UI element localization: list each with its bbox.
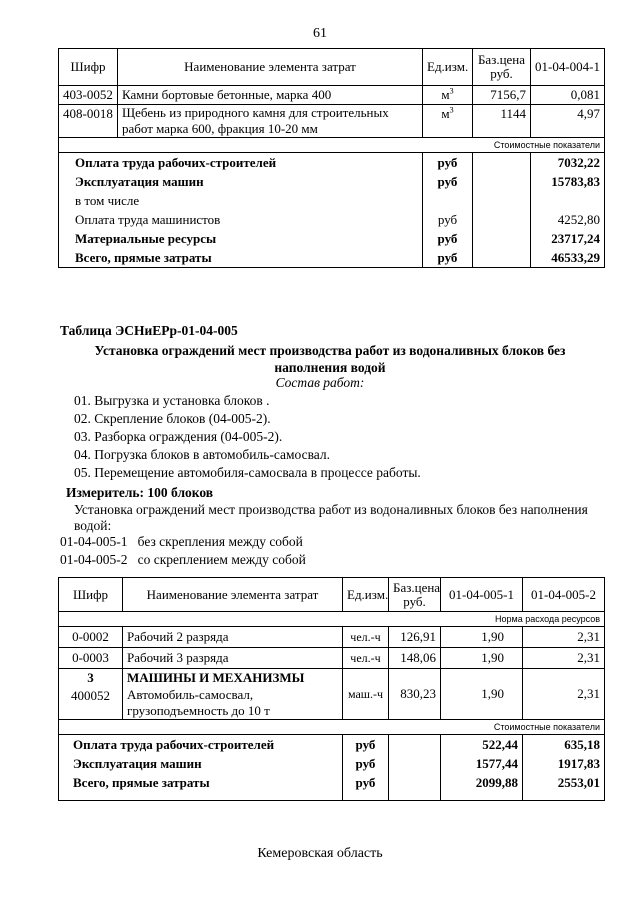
cost-v1: 1577,44: [475, 756, 518, 771]
row-value: 0,081: [531, 86, 605, 105]
row-code: 0-0003: [59, 648, 123, 669]
header-price: Баз.цена руб.: [389, 578, 441, 612]
header-name: Наименование элемента затрат: [123, 578, 343, 612]
header-unit: Ед.изм.: [343, 578, 389, 612]
header-code: Шифр: [59, 49, 118, 86]
description: Установка ограждений мест производства работ из водоналивных блоков без наполнения водой:: [74, 502, 588, 533]
resource-table-1: [58, 48, 605, 268]
code-line: [60, 534, 303, 550]
cost-name: Оплата труда рабочих-строителей: [75, 155, 277, 170]
cost-unit: руб: [355, 775, 376, 790]
code-id: 01-04-005-1: [60, 534, 128, 549]
row-price: 1144: [473, 105, 531, 138]
header-value: 01-04-004-1: [531, 49, 605, 86]
row-v2: 2,31: [523, 648, 605, 669]
machine-cell-name: [123, 669, 343, 720]
resource-table-2: [58, 577, 605, 801]
cost-value: 15783,83: [551, 174, 600, 189]
cost-v2: 1917,83: [557, 756, 600, 771]
row-name: Камни бортовые бетонные, марка 400: [118, 86, 423, 105]
row-name: Рабочий 2 разряда: [123, 627, 343, 648]
row-price: 7156,7: [473, 86, 531, 105]
cost-name: Материальные ресурсы: [75, 231, 217, 246]
cost-unit: руб: [437, 212, 458, 227]
row-v2: 2,31: [523, 627, 605, 648]
code-text: без скрепления между собой: [137, 534, 303, 549]
machine-cell-code: [59, 669, 123, 720]
cost-values: [531, 153, 605, 268]
cost-unit: руб: [355, 737, 376, 752]
machine-v2: 2,31: [523, 669, 605, 720]
composition-label: Состав работ:: [275, 375, 365, 390]
table-title: Таблица ЭСНиЕРр-01-04-005: [60, 323, 238, 338]
header-code: Шифр: [59, 578, 123, 612]
cost-value: 4252,80: [557, 212, 600, 227]
group-code: 3: [87, 670, 94, 685]
row-price: 126,91: [389, 627, 441, 648]
page-number: 61: [313, 26, 327, 41]
work-item: 02. Скрепление блоков (04-005-2).: [74, 411, 271, 426]
cost-units: [423, 153, 473, 268]
cost-value: 46533,29: [551, 250, 600, 265]
row-unit: $м^3$: [423, 105, 473, 138]
row-code: 403-0052: [59, 86, 118, 105]
group-name: МАШИНЫ И МЕХАНИЗМЫ: [127, 670, 305, 685]
cost-units: [343, 735, 389, 801]
row-unit: чел.-ч: [343, 627, 389, 648]
code-line: [60, 552, 306, 568]
norm-label: Норма расхода ресурсов: [59, 612, 605, 627]
cost-unit: руб: [437, 174, 458, 189]
cost-unit: руб: [437, 250, 458, 265]
work-item: 05. Перемещение автомобиля-самосвала в процессе работы.: [74, 465, 421, 480]
cost-unit: руб: [437, 155, 458, 170]
cost-name: Оплата труда рабочих-строителей: [73, 737, 275, 752]
row-unit: чел.-ч: [343, 648, 389, 669]
machine-v1: 1,90: [441, 669, 523, 720]
row-price: 148,06: [389, 648, 441, 669]
cost-name: Оплата труда машинистов: [75, 212, 221, 227]
code-text: со скреплением между собой: [137, 552, 306, 567]
code-id: 01-04-005-2: [60, 552, 128, 567]
cost-section-label: Стоимостные показатели: [59, 720, 605, 735]
cost-names: [59, 735, 343, 801]
row-name: Щебень из природного камня для строительных работ марка 600, фракция 10-20 мм: [118, 105, 423, 138]
cost-unit: руб: [355, 756, 376, 771]
work-item: 01. Выгрузка и установка блоков .: [74, 393, 270, 408]
header-value-2: 01-04-005-2: [523, 578, 605, 612]
cost-value: 23717,24: [551, 231, 600, 246]
cost-value: 7032,22: [557, 155, 600, 170]
work-item: 03. Разборка ограждения (04-005-2).: [74, 429, 283, 444]
cost-name: Всего, прямые затраты: [73, 775, 210, 790]
measure: Измеритель: 100 блоков: [66, 485, 214, 500]
cost-section-label: Стоимостные показатели: [59, 138, 605, 153]
footer-region: Кемеровская область: [257, 846, 383, 861]
header-value-1: 01-04-005-1: [441, 578, 523, 612]
cost-names: [59, 153, 423, 268]
row-v1: 1,90: [441, 627, 523, 648]
row-code: 408-0018: [59, 105, 118, 138]
row-name: Рабочий 3 разряда: [123, 648, 343, 669]
cost-name: Эксплуатация машин: [75, 174, 204, 189]
row-unit: $м^3$: [423, 86, 473, 105]
cost-value: [535, 191, 600, 210]
cost-price-empty: [389, 735, 441, 801]
cost-name: в том числе: [75, 193, 140, 208]
machine-unit: маш.-ч: [343, 669, 389, 720]
cost-v1: 2099,88: [475, 775, 518, 790]
machine-price: 830,23: [389, 669, 441, 720]
header-name: Наименование элемента затрат: [118, 49, 423, 86]
cost-v1: 522,44: [482, 737, 518, 752]
header-price: Баз.цена руб.: [473, 49, 531, 86]
machine-name: Автомобиль-самосвал, грузоподъемность до 10 т: [127, 687, 270, 718]
cost-unit: руб: [437, 231, 458, 246]
work-item: 04. Погрузка блоков в автомобиль-самосвал.: [74, 447, 331, 462]
cost-values-1: [441, 735, 523, 801]
cost-name: Эксплуатация машин: [73, 756, 202, 771]
row-code: 0-0002: [59, 627, 123, 648]
row-v1: 1,90: [441, 648, 523, 669]
header-unit: Ед.изм.: [423, 49, 473, 86]
cost-v2: 2553,01: [557, 775, 600, 790]
cost-name: Всего, прямые затраты: [75, 250, 212, 265]
cost-v2: 635,18: [564, 737, 600, 752]
cost-unit: [427, 191, 468, 210]
cost-price-empty: [473, 153, 531, 268]
machine-code: 400052: [71, 688, 110, 703]
section-heading: Установка ограждений мест производства работ из водоналивных блоков без наполнения водой: [94, 343, 566, 375]
cost-values-2: [523, 735, 605, 801]
row-value: 4,97: [531, 105, 605, 138]
